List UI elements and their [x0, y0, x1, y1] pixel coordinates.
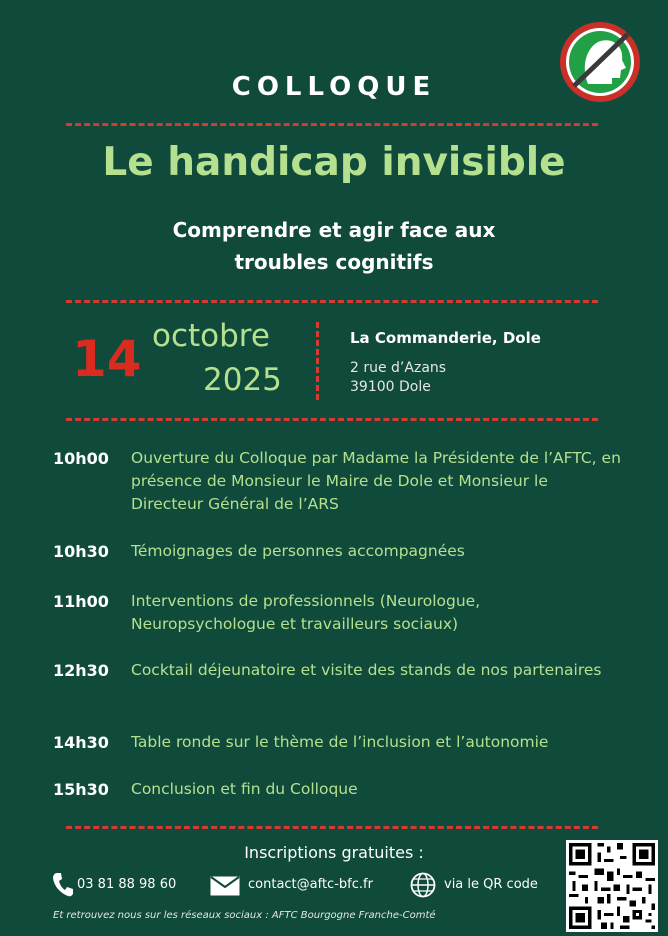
program-time: 12h30 [53, 661, 109, 680]
subtitle-line-1: Comprendre et agir face aux [172, 218, 496, 242]
venue-name: La Commanderie, Dole [350, 329, 541, 347]
qr-label: via le QR code [444, 877, 538, 892]
program-time: 15h30 [53, 780, 109, 799]
subtitle-line-2: troubles cognitifs [234, 250, 434, 274]
divider [66, 123, 598, 126]
event-year: 2025 [203, 362, 282, 398]
program-desc: Conclusion et fin du Colloque [131, 780, 358, 798]
event-title: Le handicap invisible [102, 140, 566, 185]
program-time: 11h00 [53, 592, 109, 611]
program-time: 14h30 [53, 733, 109, 752]
registration-label: Inscriptions gratuites : [244, 843, 424, 862]
phone-icon [52, 872, 74, 898]
envelope-icon [210, 876, 240, 896]
program-time: 10h00 [53, 449, 109, 468]
program-desc: Témoignages de personnes accompagnées [131, 542, 465, 560]
program-desc: Ouverture du Colloque par Madame la Présidente de l’AFTC, en présence de Monsieur le Maire de Dole et Monsieur le Directeur Général de l’ARS [131, 449, 621, 513]
venue-address-line-1: 2 rue d’Azans [350, 360, 447, 376]
program-desc: Table ronde sur le thème de l’inclusion et l’autonomie [131, 733, 549, 751]
qr-code[interactable] [566, 840, 658, 932]
event-kicker: COLLOQUE [231, 72, 437, 102]
divider [66, 300, 598, 303]
program-desc: Interventions de professionnels (Neurologue, Neuropsychologue et travailleurs sociaux) [131, 592, 481, 633]
divider [66, 826, 598, 829]
email-link[interactable]: contact@aftc-bfc.fr [248, 877, 373, 892]
phone-number[interactable]: 03 81 88 98 60 [77, 877, 177, 892]
event-day: 14 [72, 330, 142, 388]
program-desc: Cocktail déjeunatoire et visite des stands de nos partenaires [131, 661, 602, 679]
globe-icon [410, 872, 436, 898]
program-time: 10h30 [53, 542, 109, 561]
event-month: octobre [152, 318, 270, 354]
venue-address-line-2: 39100 Dole [350, 379, 431, 395]
vertical-divider [316, 322, 319, 400]
social-note: Et retrouvez nous sur les réseaux sociaux : AFTC Bourgogne Franche-Comté [53, 910, 436, 921]
divider [66, 418, 598, 421]
